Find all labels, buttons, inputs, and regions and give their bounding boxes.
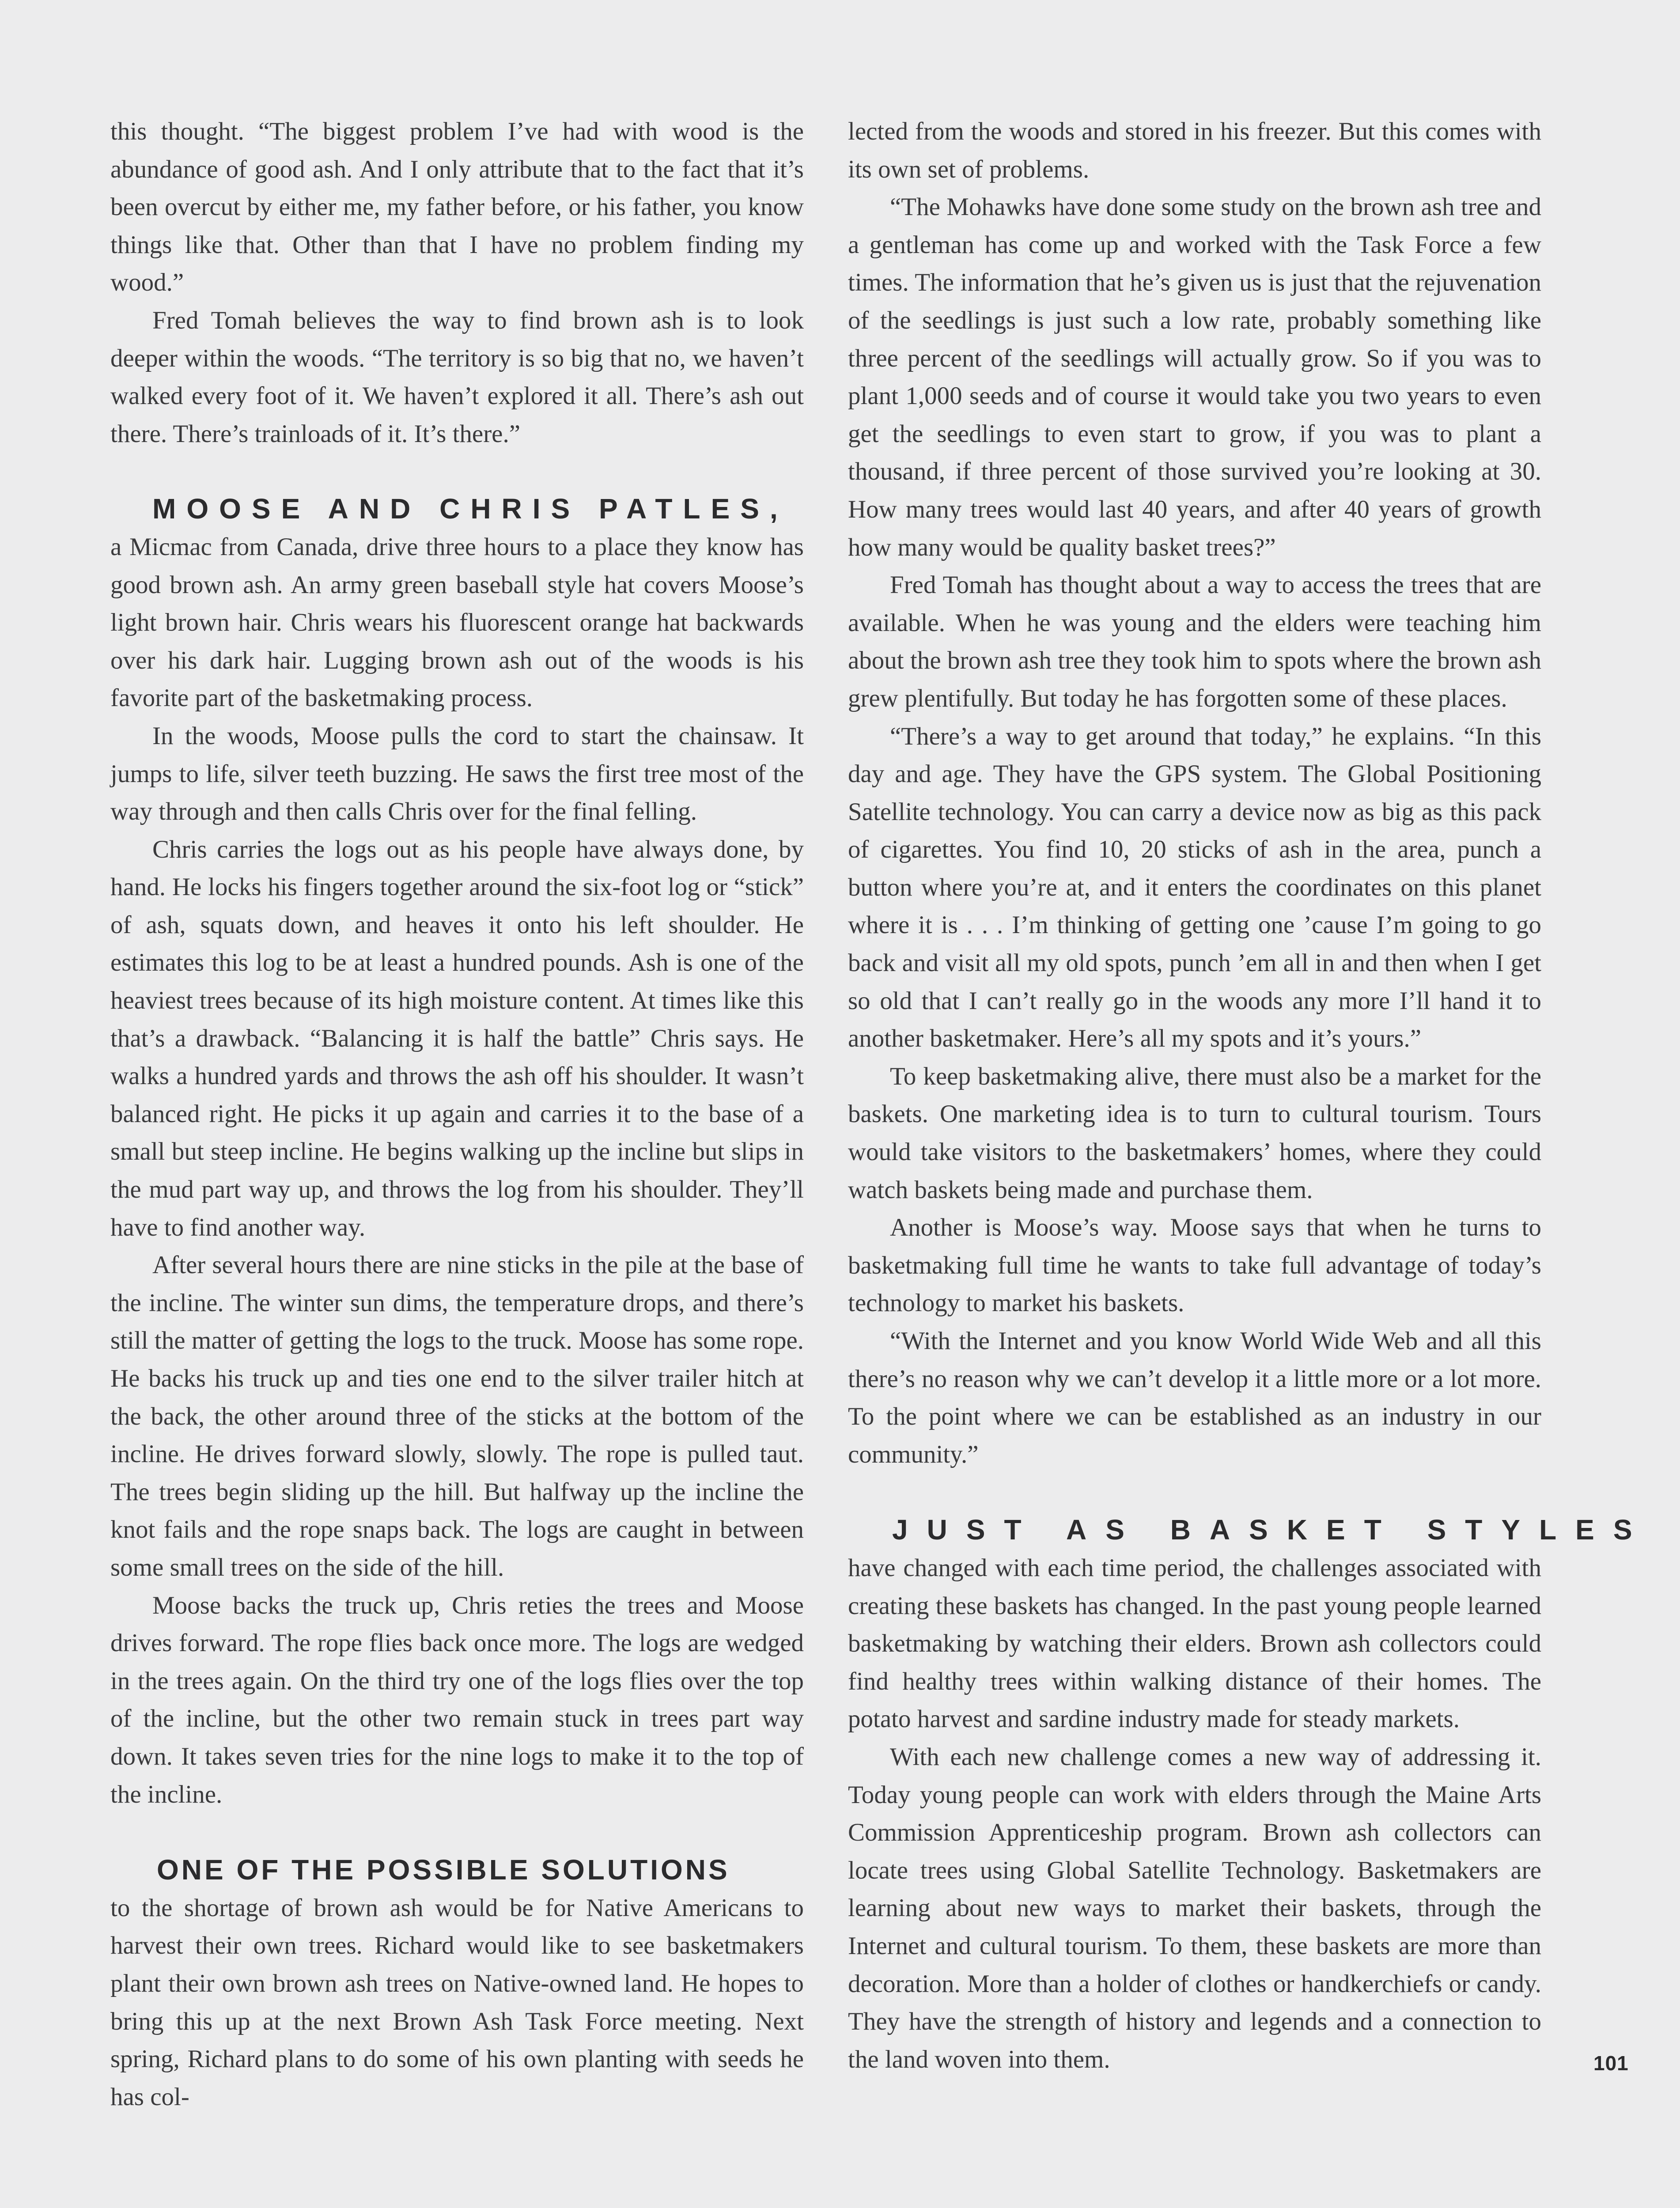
paragraph: this thought. “The biggest problem I’ve had with wood is the abundance of good ash. And I only attribute that to the fact that it’s been overcut by either me, my father before, or his father, you know things like that. Other than that I have no problem finding my wood.” [110, 117, 804, 297]
paragraph: Moose backs the truck up, Chris reties the trees and Moose drives forward. The rope flies back once more. The logs are wedged in the trees again. On the third try one of the logs flies over the top of the incline, but the other two remain stuck in trees part way down. It takes seven tries for the nine logs to make it to the top of the incline. [110, 1591, 804, 1808]
paragraph: Another is Moose’s way. Moose says that when he turns to basketmaking full time he wants to take full advantage of today’s technology to market his baskets. [848, 1214, 1541, 1317]
paragraph: In the woods, Moose pulls the cord to start the chainsaw. It jumps to life, silver teeth buzzing. He saws the first tree most of the way through and then calls Chris over for the final felling. [110, 722, 804, 826]
page-number: 101 [1593, 2052, 1629, 2075]
section-heading: ONE OF THE POSSIBLE SOLUTIONS [157, 1854, 730, 1886]
paragraph: lected from the woods and stored in his freezer. But this comes with its own set of problems. [848, 117, 1541, 183]
paragraph: “There’s a way to get around that today,” he explains. “In this day and age. They have the GPS system. The Global Positioning Satellite technology. You can carry a device now as big as this pack of cigarettes. You find 10, 20 sticks of ash in the area, punch a button where you’re at, and it enters the coordinates on this planet where it is . . . I’m thinking of getting one ’cause I’m going to go back and visit all my old spots, punch ’em all in and then when I get so old that I can’t really go in the woods any more I’ll hand it to another basketmaker. Here’s all my spots and it’s yours.” [848, 722, 1541, 1053]
paragraph: Fred Tomah believes the way to find brown ash is to look deeper within the woods. “The territory is so big that no, we haven’t walked every foot of it. We haven’t explored it all. There’s ash out there. There’s trainloads of it. It’s there.” [110, 306, 804, 448]
paragraph: To keep basketmaking alive, there must also be a market for the baskets. One marketing idea is to turn to cultural tourism. Tours would take visitors to the basketmakers’ homes, where they could watch baskets being made and purchase them. [848, 1062, 1541, 1204]
paragraph: have changed with each time period, the challenges associated with creating these baskets has changed. In the past young people learned basketmaking by watching their elders. Brown ash collectors could find healthy trees within walking distance of their homes. The potato harvest and sardine industry made for steady markets. [848, 1554, 1541, 1733]
paragraph: Chris carries the logs out as his people have always done, by hand. He locks his fingers together around the six-foot log or “stick” of ash, squats down, and heaves it onto his left shoulder. He estimates this log to be at least a hundred pounds. Ash is one of the heaviest trees because of its high moisture content. At times like this that’s a drawback. “Balancing it is half the battle” Chris says. He walks a hundred yards and throws the ash off his shoulder. It wasn’t balanced right. He picks it up again and carries it to the base of a small but steep incline. He begins walking up the incline but slips in the mud part way up, and throws the log from his shoulder. They’ll have to find another way. [110, 835, 804, 1241]
paragraph: “With the Internet and you know World Wide Web and all this there’s no reason why we can’t develop it a little more or a lot more. To the point where we can be established as an industry in our community.” [848, 1327, 1541, 1468]
paragraph: Fred Tomah has thought about a way to access the trees that are available. When he was young and the elders were teaching him about the brown ash tree they took him to spots where the brown ash grew plentifully. But today he has forgotten some of these places. [848, 571, 1541, 712]
section-heading: MOOSE AND CHRIS PATLES, [152, 493, 788, 525]
paragraph: After several hours there are nine sticks in the pile at the base of the incline. The winter sun dims, the temperature drops, and there’s still the matter of getting the logs to the truck. Moose has some rope. He backs his truck up and ties one end to the silver trailer hitch at the back, the other around three of the sticks at the bottom of the incline. He drives forward slowly, slowly. The rope is pulled taut. The trees begin sliding up the hill. But halfway up the incline the knot fails and the rope snaps back. The logs are caught in between some small trees on the side of the hill. [110, 1251, 804, 1581]
paragraph: to the shortage of brown ash would be for Native Americans to harvest their own trees. Richard would like to see basketmakers plant their own brown ash trees on Native-owned land. He hopes to bring this up at the next Brown Ash Task Force meeting. Next spring, Richard plans to do some of his own planting with seeds he has col- [110, 1894, 804, 2111]
paragraph: “The Mohawks have done some study on the brown ash tree and a gentleman has come up and worked with the Task Force a few times. The information that he’s given us is just that the rejuvenation of the seedlings is just such a low rate, probably something like three percent of the seedlings will actually grow. So if you was to plant 1,000 seeds and of course it would take you two years to even get the seedlings to even start to grow, if you was to plant a thousand, if three percent of those survived you’re looking at 30. How many trees would last 40 years, and after 40 years of growth how many would be quality basket trees?” [848, 193, 1541, 561]
section-heading: JUST AS BASKET STYLES [892, 1514, 1651, 1546]
left-column [110, 113, 804, 2116]
paragraph: a Micmac from Canada, drive three hours to a place they know has good brown ash. An army green baseball style hat covers Moose’s light brown hair. Chris wears his fluorescent orange hat backwards over his dark hair. Lugging brown ash out of the woods is his favorite part of the basketmaking process. [110, 533, 804, 712]
paragraph: With each new challenge comes a new way of addressing it. Today young people can work with elders through the Maine Arts Commission Apprenticeship program. Brown ash collectors can locate trees using Global Satellite Technology. Basketmakers are learning about new ways to market their baskets, through the Internet and cultural tourism. To them, these baskets are more than decoration. More than a holder of clothes or handkerchiefs or candy. They have the strength of history and legends and a connection to the land woven into them. [848, 1743, 1541, 2073]
